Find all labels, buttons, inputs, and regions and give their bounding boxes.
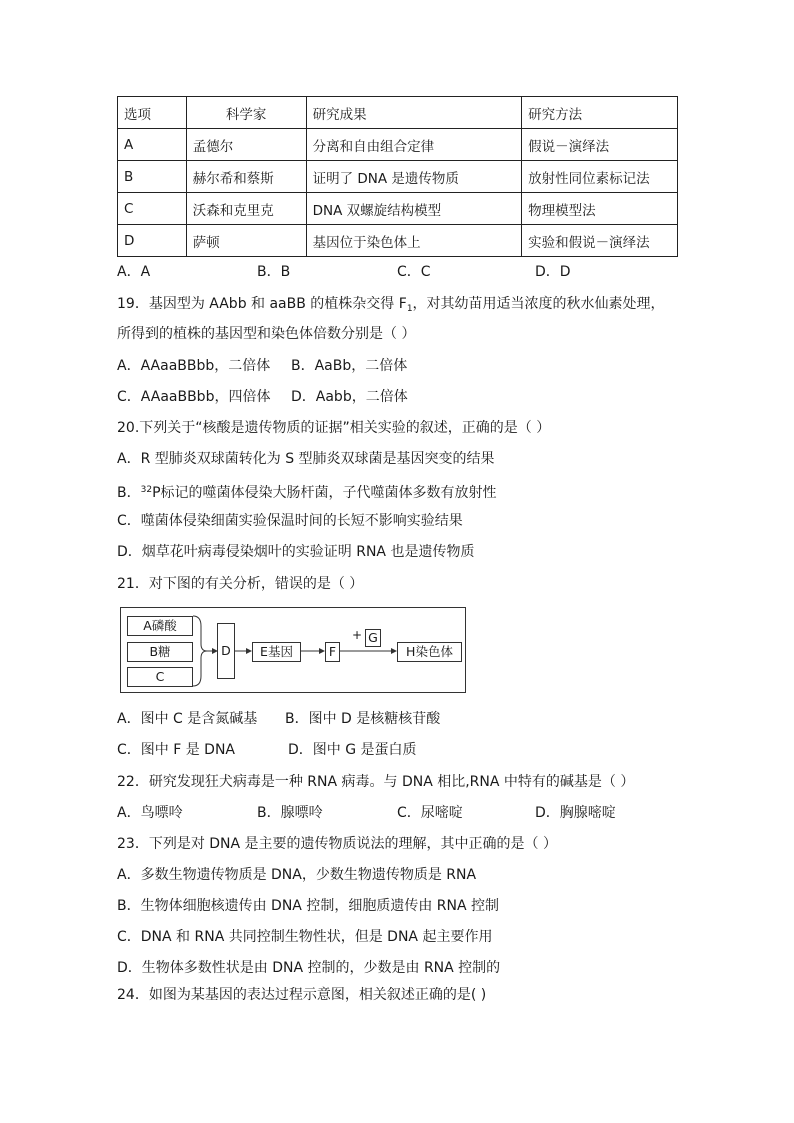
q23-option-c: C．DNA 和 RNA 共同控制生物性状，但是 DNA 起主要作用 [117,929,493,945]
table-header-row [118,97,678,129]
table-cell: 物理模型法 [522,193,678,225]
table-cell: 基因位于染色体上 [306,225,522,257]
q23-stem: 23．下列是对 DNA 是主要的遗传物质说法的理解，其中正确的是（ ） [117,836,557,852]
table-row [118,129,678,161]
table-cell: D [118,225,187,257]
q22-stem: 22．研究发现狂犬病毒是一种 RNA 病毒。与 DNA 相比,RNA 中特有的碱基是（ ） [117,774,635,790]
q21-stem: 21．对下图的有关分析，错误的是（ ） [117,576,364,592]
table-cell: A [118,129,187,161]
q19-stem-text-tail: ，对其幼苗用适当浓度的秋水仙素处理， [412,296,665,312]
q18-option-a: A．A [117,264,151,280]
table-cell: 假说－演绎法 [522,129,678,161]
box-h-chromosome: H染色体 [397,642,462,662]
q20-option-a: A．R 型肺炎双球菌转化为 S 型肺炎双球菌是基因突变的结果 [117,451,495,467]
q22-option-a: A．鸟嘌呤 [117,805,183,821]
q21-option-c: C．图中 F 是 DNA [117,742,236,758]
q18-option-d: D．D [535,264,571,280]
table-row [118,161,678,193]
q23-option-a: A．多数生物遗传物质是 DNA，少数生物遗传物质是 RNA [117,867,477,883]
q19-subscript: 1 [406,304,413,314]
q19-stem-line2: 所得到的植株的基因型和染色体倍数分别是（ ） [117,326,416,342]
q23-option-d: D．生物体多数性状是由 DNA 控制的，少数是由 RNA 控制的 [117,960,501,976]
table-header-cell: 研究方法 [522,97,678,129]
table-cell: 分离和自由组合定律 [306,129,522,161]
box-d: D [217,623,235,679]
q20-option-d: D．烟草花叶病毒侵染烟叶的实验证明 RNA 也是遗传物质 [117,544,475,560]
box-e-gene: E基因 [252,642,301,662]
table-cell: 赫尔希和蔡斯 [186,161,306,193]
q22-option-d: D．胸腺嘧啶 [535,805,616,821]
table-row [118,225,678,257]
q20-element-symbol: P [152,485,161,501]
q20-superscript: 32 [140,485,153,495]
q20-stem: 20.下列关于“核酸是遗传物质的证据”相关实验的叙述，正确的是（ ） [117,420,551,436]
table-row [118,193,678,225]
q19-option-d: D．Aabb，二倍体 [291,389,408,405]
q21-option-a: A．图中 C 是含氮碱基 [117,711,258,727]
table-cell: 孟德尔 [186,129,306,161]
box-c: C [127,667,193,687]
q19-option-a: A．AAaaBBbb，二倍体 [117,358,271,374]
box-f: F [325,642,340,662]
q20-option-b-text: 标记的噬菌体侵染大肠杆菌，子代噬菌体多数有放射性 [160,485,497,501]
q24-stem: 24．如图为某基因的表达过程示意图，相关叙述正确的是( ) [117,987,487,1003]
q22-option-c: C．尿嘧啶 [397,805,463,821]
table-cell: 放射性同位素标记法 [522,161,678,193]
q21-diagram [120,607,466,693]
q20-option-b-prefix: B． [117,485,141,501]
scientist-table [117,96,678,257]
table-cell: 实验和假说－演绎法 [522,225,678,257]
table-cell: 证明了 DNA 是遗传物质 [306,161,522,193]
q20-option-b [117,480,497,503]
q19-stem-line1 [117,294,665,319]
box-a-phosphate: A磷酸 [127,616,193,636]
q21-option-b: B．图中 D 是核糖核苷酸 [285,711,441,727]
table-header-cell: 研究成果 [306,97,522,129]
table-cell: DNA 双螺旋结构模型 [306,193,522,225]
q20-option-c: C．噬菌体侵染细菌实验保温时间的长短不影响实验结果 [117,513,463,529]
q18-option-b: B．B [257,264,291,280]
table-cell: 萨顿 [186,225,306,257]
q21-option-d: D．图中 G 是蛋白质 [288,742,417,758]
q22-option-b: B．腺嘌呤 [257,805,323,821]
table-cell: B [118,161,187,193]
table-cell: 沃森和克里克 [186,193,306,225]
q23-option-b: B．生物体细胞核遗传由 DNA 控制，细胞质遗传由 RNA 控制 [117,898,500,914]
q19-option-c: C．AAaaBBbb，四倍体 [117,389,271,405]
box-g: G [365,629,381,647]
brace-icon [193,616,207,686]
table-header-cell: 选项 [118,97,187,129]
table-header-cell: 科学家 [186,97,306,129]
plus-sign: + [352,628,363,642]
box-b-sugar: B糖 [127,642,193,662]
q19-stem-text: 19．基因型为 AAbb 和 aaBB 的植株杂交得 F [117,296,407,312]
table-cell: C [118,193,187,225]
q18-option-c: C．C [397,264,431,280]
q19-option-b: B．AaBb，二倍体 [291,358,408,374]
